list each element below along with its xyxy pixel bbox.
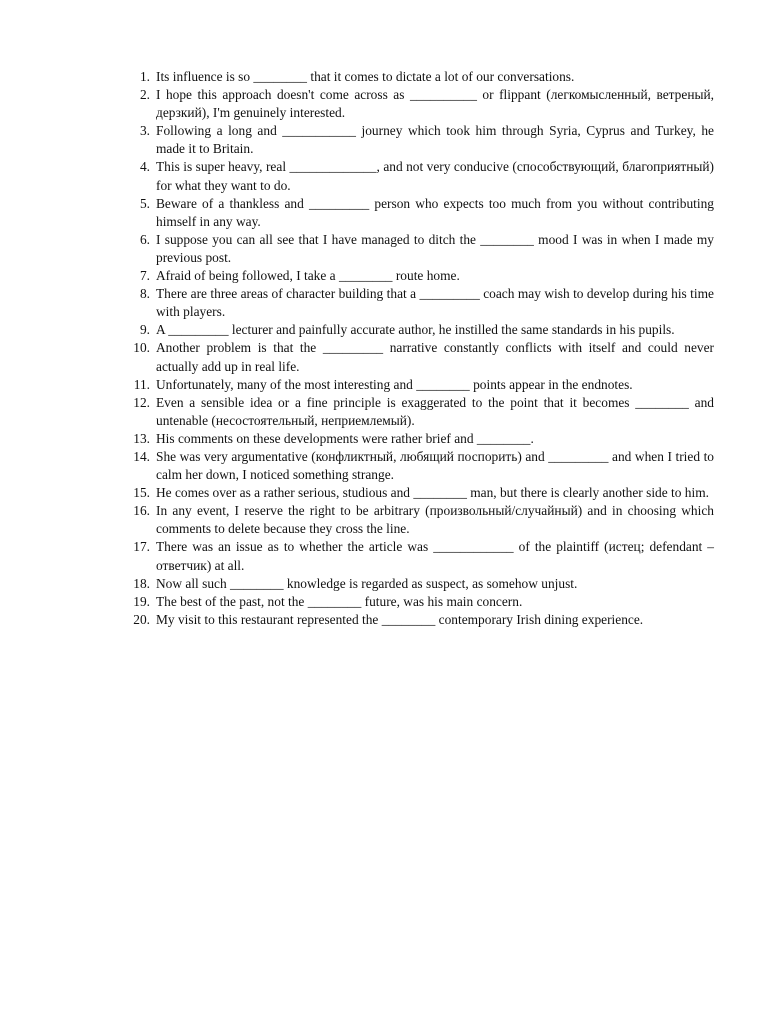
list-item xyxy=(118,538,714,574)
item-number: 1. xyxy=(139,69,150,84)
item-number: 8. xyxy=(139,286,150,302)
list-item xyxy=(118,484,714,502)
list-item xyxy=(118,394,714,430)
item-number: 9. xyxy=(139,322,150,338)
list-item xyxy=(118,267,714,285)
list-item xyxy=(118,158,714,194)
list-item xyxy=(118,195,714,231)
item-text: Even a sensible idea or a fine principle is exaggerated to the point that it becomes ________ and untenable (несостоятельный, неприемлемый). xyxy=(156,394,714,428)
item-text: A _________ lecturer and painfully accurate author, he instilled the same standards in his pupils. xyxy=(156,322,675,338)
list-item xyxy=(118,321,714,339)
item-text: This is super heavy, real _____________, and not very conducive (способствующий, благоприятный) for what they want to do. xyxy=(156,159,714,193)
list-item xyxy=(118,339,714,375)
item-text: There was an issue as to whether the article was ____________ of the plaintiff (истец; defendant – ответчик) at all. xyxy=(156,539,714,573)
item-text: His comments on these developments were rather brief and ________. xyxy=(156,430,534,446)
list-item xyxy=(118,611,714,629)
list-item xyxy=(118,285,714,321)
item-number: 5. xyxy=(139,195,150,211)
item-number: 6. xyxy=(139,231,150,247)
item-number: 3. xyxy=(139,123,150,139)
item-text: Unfortunately, many of the most interesting and ________ points appear in the endnotes. xyxy=(156,376,633,392)
item-number: 2. xyxy=(139,87,150,103)
list-item xyxy=(118,430,714,448)
item-number: 12. xyxy=(133,394,150,410)
item-number: 4. xyxy=(139,159,150,175)
list-item xyxy=(118,593,714,611)
item-text: Its influence is so ________ that it comes to dictate a lot of our conversations. xyxy=(156,69,575,84)
item-number: 13. xyxy=(133,430,150,446)
item-text: Beware of a thankless and _________ person who expects too much from you without contributing himself in any way. xyxy=(156,195,714,229)
list-item xyxy=(118,231,714,267)
item-number: 11. xyxy=(133,376,150,392)
item-number: 17. xyxy=(133,539,150,555)
item-number: 19. xyxy=(133,593,150,609)
item-text: I hope this approach doesn't come across as __________ or flippant (легкомысленный, ветреный, дерзкий), I'm genuinely interested. xyxy=(156,87,714,121)
item-text: She was very argumentative (конфликтный, любящий поспорить) and _________ and when I tried to calm her down, I noticed something strange. xyxy=(156,448,714,483)
item-text: Another problem is that the _________ narrative constantly conflicts with itself and could never actually add up in real life. xyxy=(156,340,714,374)
item-number: 14. xyxy=(133,448,150,464)
item-text: He comes over as a rather serious, studious and ________ man, but there is clearly another side to him. xyxy=(156,485,709,501)
item-number: 20. xyxy=(133,611,150,627)
exercise-list xyxy=(118,68,714,629)
item-text: The best of the past, not the ________ future, was his main concern. xyxy=(156,593,523,609)
item-number: 18. xyxy=(133,575,150,591)
item-number: 15. xyxy=(133,485,150,501)
item-text: In any event, I reserve the right to be arbitrary (произвольный/случайный) and in choosing which comments to delete because they cross the line. xyxy=(156,503,714,537)
item-text: I suppose you can all see that I have managed to ditch the ________ mood I was in when I made my previous post. xyxy=(156,231,714,265)
list-item xyxy=(118,575,714,593)
list-item xyxy=(118,448,714,484)
list-item xyxy=(118,502,714,538)
item-text: Afraid of being followed, I take a ________ route home. xyxy=(156,268,460,284)
list-item xyxy=(118,122,714,158)
item-number: 16. xyxy=(133,503,150,519)
list-item xyxy=(118,376,714,394)
item-number: 7. xyxy=(139,268,150,284)
item-text: My visit to this restaurant represented the ________ contemporary Irish dining experience. xyxy=(156,611,644,627)
item-text: Following a long and ___________ journey which took him through Syria, Cyprus and Turkey, he made it to Britain. xyxy=(156,123,714,157)
list-item xyxy=(118,68,714,86)
item-number: 10. xyxy=(133,340,150,356)
item-text: There are three areas of character building that a _________ coach may wish to develop during his time with players. xyxy=(156,286,714,320)
item-text: Now all such ________ knowledge is regarded as suspect, as somehow unjust. xyxy=(156,575,578,591)
list-item xyxy=(118,86,714,122)
